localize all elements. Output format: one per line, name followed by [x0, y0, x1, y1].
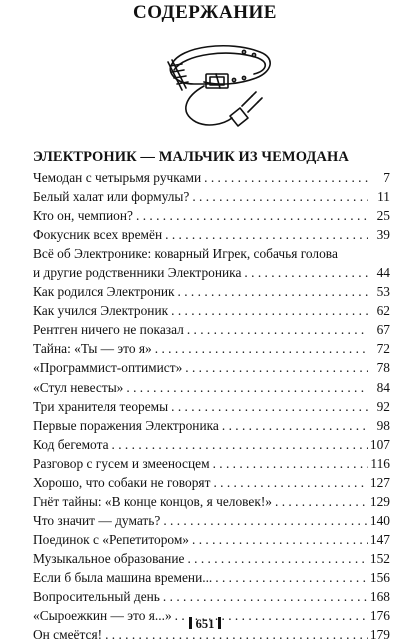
toc-entry[interactable]: Кто он, чемпион? . . . 25 — [33, 206, 390, 225]
toc-entry-first-line[interactable]: Всё об Электронике: коварный Игрек, собачья голова — [33, 246, 338, 262]
toc-entry[interactable]: «Стул невесты» . . . 84 — [33, 378, 390, 397]
toc-entry[interactable]: Поединок с «Репетитором» . . . 147 — [33, 530, 390, 549]
toc-entry[interactable]: Как родился Электроник . . . 53 — [33, 282, 390, 301]
toc-entry[interactable]: Музыкальное образование . . . 152 — [33, 549, 390, 568]
toc-entry[interactable]: Хорошо, что собаки не говорят . . . 127 — [33, 473, 390, 492]
page-title: СОДЕРЖАНИЕ — [133, 2, 277, 23]
toc-entry[interactable]: и другие родственники Электроника . . . 44 — [33, 263, 390, 282]
page-number — [0, 617, 410, 632]
toc-entry[interactable]: Рентген ничего не показал . . . 67 — [33, 320, 390, 339]
toc-entry[interactable]: Вопросительный день . . . 168 — [33, 587, 390, 606]
toc-entry[interactable]: Первые поражения Электроника . . . 98 — [33, 416, 390, 435]
toc-entry[interactable]: Белый халат или формулы? . . . 11 — [33, 187, 390, 206]
toc-entry[interactable]: Как учился Электроник . . . 62 — [33, 301, 390, 320]
toc-entry[interactable]: «Сыроежкин — это я...» . . . 176 — [33, 606, 390, 625]
toc-entry[interactable]: Если б была машина времени... . . . 156 — [33, 568, 390, 587]
page-number-value: 651 — [195, 617, 215, 631]
toc-entry[interactable]: Фокусник всех времён . . . 39 — [33, 225, 390, 244]
toc-entry[interactable]: Тайна: «Ты — это я» . . . 72 — [33, 339, 390, 358]
section-title: ЭЛЕКТРОНИК — МАЛЬЧИК ИЗ ЧЕМОДАНА — [33, 149, 349, 165]
toc-entry[interactable]: Код бегемота . . . 107 — [33, 435, 390, 454]
toc-entry[interactable]: Что значит — думать? . . . 140 — [33, 511, 390, 530]
toc-entry[interactable]: «Программист-оптимист» . . . 78 — [33, 358, 390, 377]
left-bar-decoration — [189, 617, 192, 629]
toc-entry[interactable]: Чемодан с четырьмя ручками . . . 7 — [33, 168, 390, 187]
toc-entry[interactable]: Три хранителя теоремы . . . 92 — [33, 397, 390, 416]
robot-collar-cable-icon — [160, 38, 280, 148]
toc-entry[interactable]: Разговор с гусем и змееносцем . . . 116 — [33, 454, 390, 473]
right-bar-decoration — [218, 617, 221, 629]
table-of-contents — [33, 168, 390, 644]
toc-entry[interactable]: Он смеётся! . . . 179 — [33, 625, 390, 644]
toc-entry[interactable]: Гнёт тайны: «В конце концов, я человек!» . . . 129 — [33, 492, 390, 511]
